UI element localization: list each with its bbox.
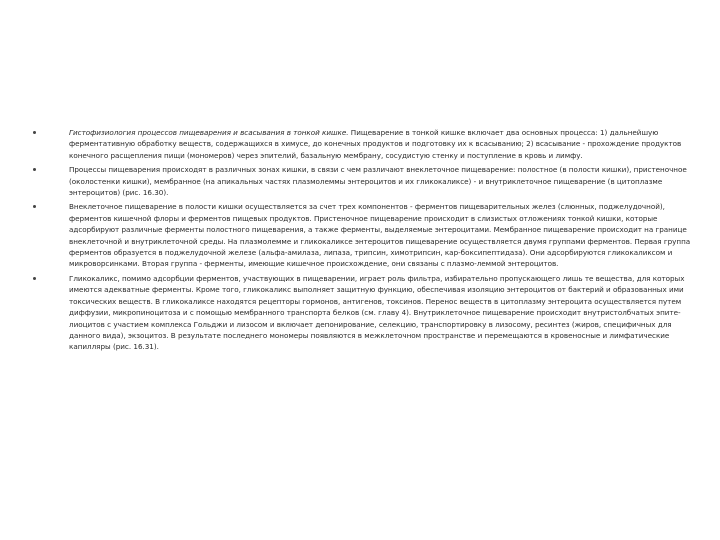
- bullet-item-glycocalyx: [33, 273, 693, 353]
- bullet-item-digestion-absorption: [33, 127, 693, 161]
- bullet-text: Пищеварение в тонкой кишке включает два основных процесса: 1) дальнейшую ферментативную обработку веществ, содержащихся в химусе, до конечных продуктов и подготовку их к всасыванию; 2) всасывание - прохождение продуктов конечного расщепления пищи (мономеров) через эпителий, базальную мембрану, сосудистую стенку и поступление в кровь и лимфу.: [69, 128, 682, 160]
- bullet-icon: [33, 168, 36, 171]
- bullet-item-extracellular-digestion: [33, 201, 693, 269]
- bullet-list: [33, 127, 693, 353]
- bullet-icon: [33, 277, 36, 280]
- slide-content: [33, 127, 693, 356]
- bullet-item-digestion-zones: [33, 164, 693, 198]
- bullet-icon: [33, 205, 36, 208]
- bullet-text: Процессы пищеварения происходят в различных зонах кишки, в связи с чем различают внеклеточное пищеварение: полостное (в полости кишки), пристеночное (околостенки кишки), мембранное (на апикальных частях плазмолеммы энтероцитов и их гликокаликсе) - и внутриклеточное пищеварение (в цитоплазме энтероцитов) (рис. 16.30).: [69, 165, 687, 198]
- bullet-text: Внеклеточное пищеварение в полости кишки осуществляется за счет трех компонентов - ферментов пищеварительных желез (слюнных, поджелудочной), ферментов кишечной флоры и ферментов пищевых продуктов. Пристеночное пищеварение происходит в слизистых отложениях тонкой кишки, которые адсорбируют различные ферменты полостного пищеварения, а также ферменты, выделяемые энтероцитами. Мембранное пищеварение происходит на границе внеклеточной и внутриклеточной среды. На плазмолемме и гликокаликсе энтероцитов пищеварение осуществляется двумя группами ферментов. Первая группа ферментов образуется в поджелудочной железе (альфа-амилаза, липаза, трипсин, химотрипсин, кар-боксипептидаза). Они адсорбируются гликокаликсом и микроворсинками. Вторая группа - ферменты, имеющие кишечное происхождение, они связаны с плазмо-леммой энтероцитов.: [69, 202, 691, 269]
- bullet-lead-title: Гистофизиология процессов пищеварения и всасывания в тонкой кишке.: [69, 128, 349, 137]
- bullet-text: Гликокаликс, помимо адсорбции ферментов, участвующих в пищеварении, играет роль фильтра, избирательно пропускающего лишь те вещества, для которых имеются адекватные ферменты. Кроме того, гликокаликс выполняет защитную функцию, обеспечивая изоляцию энтероцитов от бактерий и образованных ими токсических веществ. В гликокаликсе находятся рецепторы гормонов, антигенов, токсинов. Перенос веществ в цитоплазму энтероцита осуществляется путем диффузии, микропиноцитоза и с помощью мембранного транспорта белков (см. главу 4). Внутриклеточное пищеварение происходит внутристолбчатых эпите-лиоцитов с участием комплекса Гольджи и лизосом и включает депонирование, селекцию, транспортировку в лизосому, ресинтез (жиров, специфичных для данного вида), экзоцитоз. В результате последнего мономеры появляются в межклеточном пространстве и перемещаются в кровеносные и лимфатические капилляры (рис. 16.31).: [69, 273, 685, 352]
- bullet-icon: [33, 131, 36, 134]
